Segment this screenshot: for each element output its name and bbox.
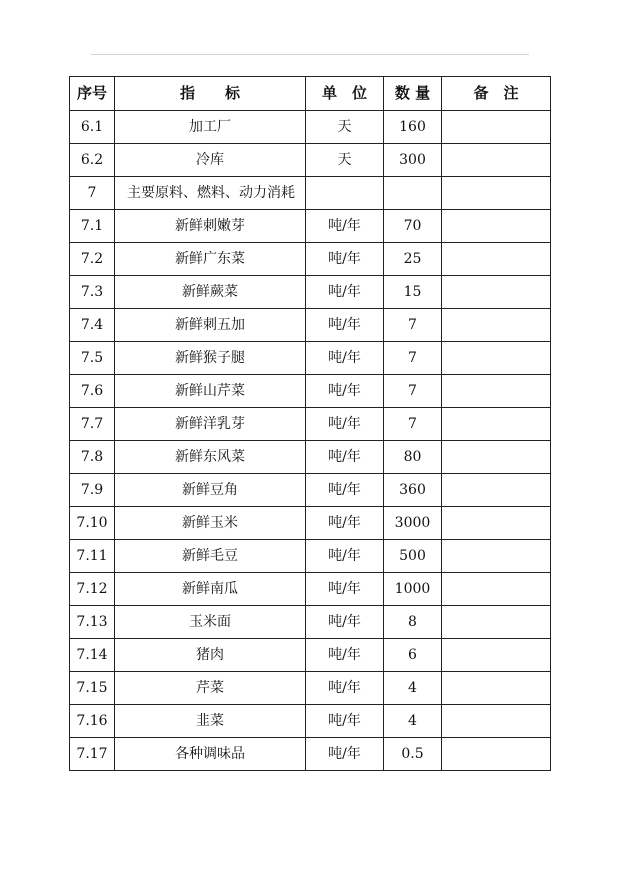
cell-remark xyxy=(442,474,551,507)
cell-indicator: 芹菜 xyxy=(115,672,306,705)
cell-quantity: 0.5 xyxy=(384,738,442,771)
cell-seq: 7.6 xyxy=(70,375,115,408)
table-row xyxy=(70,672,551,705)
cell-remark xyxy=(442,309,551,342)
cell-indicator: 加工厂 xyxy=(115,111,306,144)
table-row xyxy=(70,276,551,309)
cell-seq: 7.15 xyxy=(70,672,115,705)
cell-indicator: 韭菜 xyxy=(115,705,306,738)
cell-indicator: 新鲜毛豆 xyxy=(115,540,306,573)
cell-remark xyxy=(442,243,551,276)
table-row xyxy=(70,573,551,606)
table-row xyxy=(70,342,551,375)
table-row xyxy=(70,309,551,342)
cell-quantity: 8 xyxy=(384,606,442,639)
cell-seq: 7.9 xyxy=(70,474,115,507)
cell-unit: 吨/年 xyxy=(306,210,384,243)
cell-remark xyxy=(442,408,551,441)
cell-unit: 吨/年 xyxy=(306,342,384,375)
cell-remark xyxy=(442,540,551,573)
cell-quantity: 1000 xyxy=(384,573,442,606)
cell-remark xyxy=(442,639,551,672)
cell-quantity: 160 xyxy=(384,111,442,144)
cell-indicator: 新鲜猴子腿 xyxy=(115,342,306,375)
cell-seq: 7.7 xyxy=(70,408,115,441)
cell-indicator: 各种调味品 xyxy=(115,738,306,771)
cell-unit: 吨/年 xyxy=(306,309,384,342)
cell-seq: 7.16 xyxy=(70,705,115,738)
header-remark: 备 注 xyxy=(442,77,551,111)
cell-quantity: 80 xyxy=(384,441,442,474)
cell-seq: 7.12 xyxy=(70,573,115,606)
table-row xyxy=(70,111,551,144)
cell-indicator: 新鲜玉米 xyxy=(115,507,306,540)
cell-indicator: 新鲜南瓜 xyxy=(115,573,306,606)
table-row xyxy=(70,441,551,474)
cell-unit: 天 xyxy=(306,144,384,177)
cell-indicator: 玉米面 xyxy=(115,606,306,639)
cell-remark xyxy=(442,342,551,375)
table-row xyxy=(70,606,551,639)
cell-quantity: 7 xyxy=(384,342,442,375)
header-unit: 单 位 xyxy=(306,77,384,111)
cell-remark xyxy=(442,738,551,771)
table-row xyxy=(70,474,551,507)
cell-indicator: 新鲜广东菜 xyxy=(115,243,306,276)
cell-seq: 7.17 xyxy=(70,738,115,771)
cell-quantity: 25 xyxy=(384,243,442,276)
cell-seq: 7.8 xyxy=(70,441,115,474)
cell-remark xyxy=(442,672,551,705)
table-row xyxy=(70,375,551,408)
cell-unit: 吨/年 xyxy=(306,573,384,606)
cell-quantity: 300 xyxy=(384,144,442,177)
page-header-rule xyxy=(91,54,529,55)
cell-indicator: 新鲜洋乳芽 xyxy=(115,408,306,441)
cell-unit: 吨/年 xyxy=(306,738,384,771)
cell-remark xyxy=(442,705,551,738)
cell-remark xyxy=(442,210,551,243)
cell-seq: 7.13 xyxy=(70,606,115,639)
cell-seq: 7.1 xyxy=(70,210,115,243)
cell-indicator: 新鲜蕨菜 xyxy=(115,276,306,309)
cell-unit xyxy=(306,177,384,210)
cell-seq: 7.5 xyxy=(70,342,115,375)
cell-seq: 6.2 xyxy=(70,144,115,177)
cell-quantity: 4 xyxy=(384,705,442,738)
table-row xyxy=(70,540,551,573)
header-quantity: 数 量 xyxy=(384,77,442,111)
cell-indicator: 新鲜刺嫩芽 xyxy=(115,210,306,243)
cell-seq: 7.14 xyxy=(70,639,115,672)
cell-quantity: 3000 xyxy=(384,507,442,540)
cell-quantity: 4 xyxy=(384,672,442,705)
cell-unit: 天 xyxy=(306,111,384,144)
cell-quantity: 7 xyxy=(384,309,442,342)
cell-indicator: 主要原料、燃料、动力消耗 xyxy=(115,177,306,210)
cell-unit: 吨/年 xyxy=(306,672,384,705)
cell-seq: 7 xyxy=(70,177,115,210)
cell-remark xyxy=(442,606,551,639)
consumption-table xyxy=(69,76,551,771)
cell-remark xyxy=(442,441,551,474)
table-row xyxy=(70,243,551,276)
cell-unit: 吨/年 xyxy=(306,606,384,639)
cell-seq: 7.10 xyxy=(70,507,115,540)
table-row xyxy=(70,177,551,210)
cell-remark xyxy=(442,573,551,606)
cell-indicator: 冷库 xyxy=(115,144,306,177)
cell-remark xyxy=(442,177,551,210)
cell-quantity: 500 xyxy=(384,540,442,573)
table-body xyxy=(70,111,551,771)
cell-quantity: 7 xyxy=(384,375,442,408)
cell-seq: 7.3 xyxy=(70,276,115,309)
cell-indicator: 新鲜山芹菜 xyxy=(115,375,306,408)
table-row xyxy=(70,507,551,540)
cell-seq: 7.4 xyxy=(70,309,115,342)
table-row xyxy=(70,639,551,672)
header-indicator: 指 标 xyxy=(115,77,306,111)
cell-indicator: 新鲜东风菜 xyxy=(115,441,306,474)
cell-quantity: 70 xyxy=(384,210,442,243)
cell-seq: 7.2 xyxy=(70,243,115,276)
cell-unit: 吨/年 xyxy=(306,243,384,276)
cell-quantity xyxy=(384,177,442,210)
cell-unit: 吨/年 xyxy=(306,441,384,474)
cell-remark xyxy=(442,276,551,309)
table-row xyxy=(70,705,551,738)
table-row xyxy=(70,738,551,771)
cell-quantity: 15 xyxy=(384,276,442,309)
cell-unit: 吨/年 xyxy=(306,639,384,672)
header-seq: 序号 xyxy=(70,77,115,111)
cell-unit: 吨/年 xyxy=(306,408,384,441)
cell-unit: 吨/年 xyxy=(306,705,384,738)
cell-seq: 6.1 xyxy=(70,111,115,144)
table-row xyxy=(70,210,551,243)
cell-unit: 吨/年 xyxy=(306,375,384,408)
table-row xyxy=(70,408,551,441)
cell-indicator: 新鲜刺五加 xyxy=(115,309,306,342)
cell-remark xyxy=(442,111,551,144)
cell-remark xyxy=(442,375,551,408)
cell-unit: 吨/年 xyxy=(306,507,384,540)
cell-unit: 吨/年 xyxy=(306,474,384,507)
cell-remark xyxy=(442,507,551,540)
cell-quantity: 7 xyxy=(384,408,442,441)
cell-quantity: 360 xyxy=(384,474,442,507)
cell-indicator: 新鲜豆角 xyxy=(115,474,306,507)
cell-quantity: 6 xyxy=(384,639,442,672)
table-row xyxy=(70,144,551,177)
cell-remark xyxy=(442,144,551,177)
cell-indicator: 猪肉 xyxy=(115,639,306,672)
cell-unit: 吨/年 xyxy=(306,540,384,573)
cell-unit: 吨/年 xyxy=(306,276,384,309)
cell-seq: 7.11 xyxy=(70,540,115,573)
table-header-row xyxy=(70,77,551,111)
